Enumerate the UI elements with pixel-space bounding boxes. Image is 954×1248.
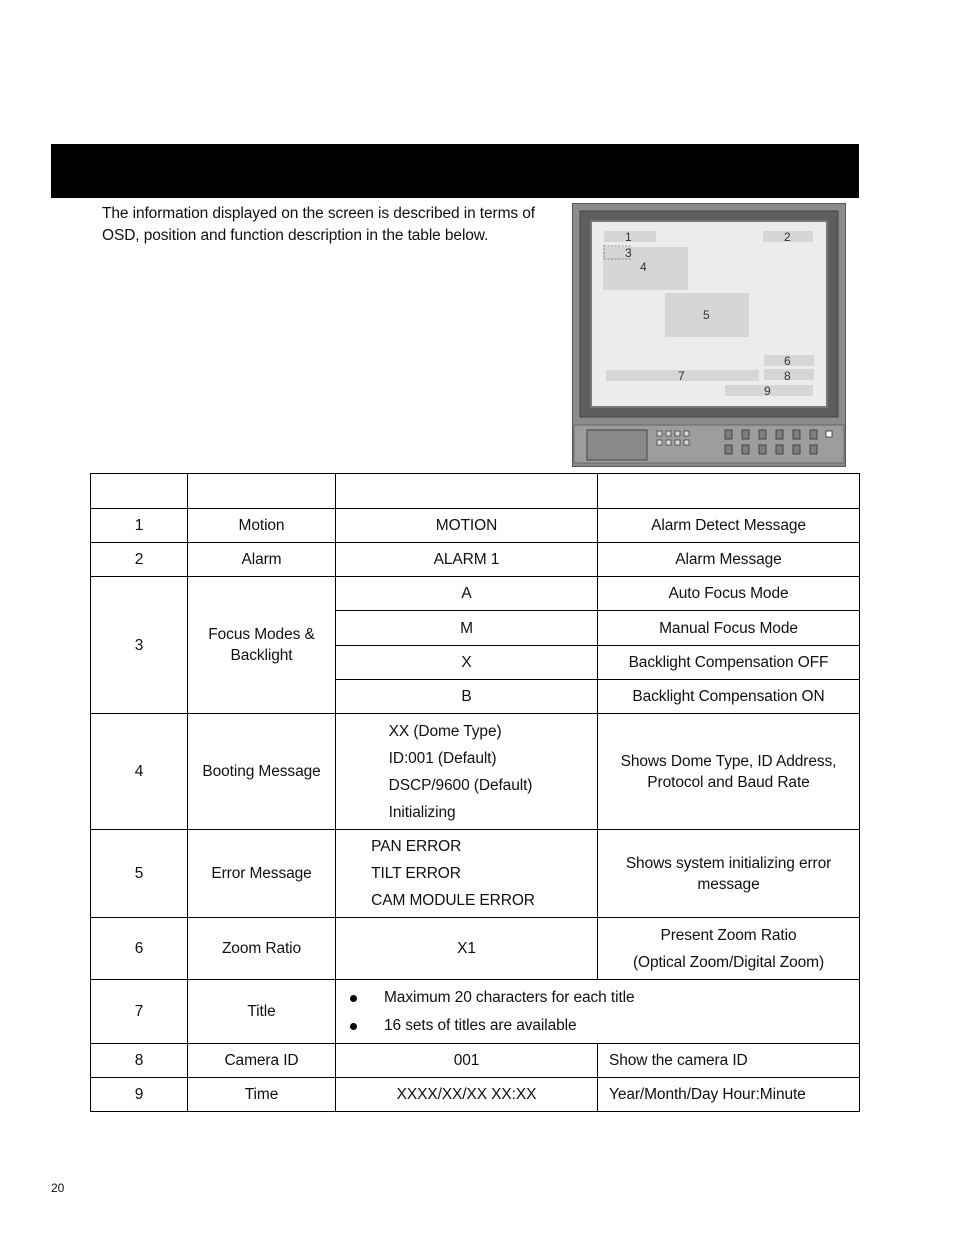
name-cell: Error Message bbox=[188, 830, 336, 918]
table-row bbox=[91, 543, 860, 577]
description-cell: Manual Focus Mode bbox=[598, 611, 860, 646]
description-cell: Shows system initializing error message bbox=[598, 830, 860, 918]
bullet-item: Maximum 20 characters for each title bbox=[344, 984, 859, 1012]
table-row bbox=[91, 509, 860, 543]
osd-line: TILT ERROR bbox=[371, 865, 461, 882]
position-cell: 4 bbox=[91, 714, 188, 830]
monitor-label-4: 4 bbox=[640, 260, 647, 274]
name-cell: Camera ID bbox=[188, 1044, 336, 1078]
monitor-label-8: 8 bbox=[784, 369, 791, 383]
table-row bbox=[91, 714, 860, 830]
bullet-item: 16 sets of titles are available bbox=[344, 1012, 859, 1040]
description-cell: Year/Month/Day Hour:Minute bbox=[598, 1078, 860, 1112]
osd-line: PAN ERROR bbox=[371, 838, 462, 855]
osd-cell: ALARM 1 bbox=[336, 543, 598, 577]
name-cell: Booting Message bbox=[188, 714, 336, 830]
table-row bbox=[91, 1044, 860, 1078]
section-header-bar bbox=[51, 144, 859, 198]
header-cell bbox=[598, 474, 860, 509]
position-cell: 7 bbox=[91, 980, 188, 1044]
osd-cell: X1 bbox=[336, 918, 598, 980]
osd-line: CAM MODULE ERROR bbox=[371, 892, 535, 909]
position-cell: 6 bbox=[91, 918, 188, 980]
table-row bbox=[91, 980, 860, 1044]
position-cell: 9 bbox=[91, 1078, 188, 1112]
name-cell: Title bbox=[188, 980, 336, 1044]
table-row bbox=[91, 830, 860, 918]
osd-cell: M bbox=[336, 611, 598, 646]
osd-info-table bbox=[90, 473, 860, 1112]
position-cell: 8 bbox=[91, 1044, 188, 1078]
osd-cell bbox=[336, 714, 598, 830]
table-row bbox=[91, 1078, 860, 1112]
osd-lines bbox=[389, 718, 533, 826]
osd-line: DSCP/9600 (Default) bbox=[388, 776, 533, 794]
osd-cell: X bbox=[336, 646, 598, 680]
monitor-label-5: 5 bbox=[703, 308, 710, 322]
description-cell: Show the camera ID bbox=[598, 1044, 860, 1078]
name-cell: Focus Modes & Backlight bbox=[188, 577, 336, 714]
monitor-label-3: 3 bbox=[625, 246, 632, 260]
header-cell bbox=[91, 474, 188, 509]
osd-line: Initializing bbox=[388, 803, 456, 821]
osd-line: XX (Dome Type) bbox=[388, 722, 502, 740]
name-cell: Zoom Ratio bbox=[188, 918, 336, 980]
name-cell: Motion bbox=[188, 509, 336, 543]
position-cell: 5 bbox=[91, 830, 188, 918]
monitor-label-1: 1 bbox=[625, 230, 632, 244]
osd-cell: 001 bbox=[336, 1044, 598, 1078]
description-cell: Backlight Compensation OFF bbox=[598, 646, 860, 680]
osd-cell: MOTION bbox=[336, 509, 598, 543]
title-notes-cell bbox=[336, 980, 860, 1044]
header-cell bbox=[188, 474, 336, 509]
bullet-list bbox=[336, 984, 859, 1040]
position-cell: 2 bbox=[91, 543, 188, 577]
intro-paragraph: The information displayed on the screen is described in terms of OSD, position and function description in the table below. bbox=[102, 205, 535, 244]
description-line: (Optical Zoom/Digital Zoom) bbox=[632, 953, 825, 971]
name-cell: Alarm bbox=[188, 543, 336, 577]
position-cell: 1 bbox=[91, 509, 188, 543]
osd-cell: B bbox=[336, 680, 598, 714]
header-cell bbox=[336, 474, 598, 509]
monitor-label-6: 6 bbox=[784, 354, 791, 368]
monitor-label-7: 7 bbox=[678, 369, 685, 383]
page-number: 20 bbox=[51, 1181, 65, 1195]
monitor-label-2: 2 bbox=[784, 230, 791, 244]
description-cell bbox=[598, 918, 860, 980]
position-cell: 3 bbox=[91, 577, 188, 714]
description-cell: Auto Focus Mode bbox=[598, 577, 860, 611]
monitor-osd-diagram bbox=[572, 203, 846, 467]
osd-lines bbox=[371, 833, 535, 914]
osd-cell: XXXX/XX/XX XX:XX bbox=[336, 1078, 598, 1112]
description-cell: Shows Dome Type, ID Address, Protocol and Baud Rate bbox=[598, 714, 860, 830]
osd-cell bbox=[336, 830, 598, 918]
description-line: Present Zoom Ratio bbox=[660, 926, 797, 944]
table-row bbox=[91, 918, 860, 980]
description-cell: Alarm Detect Message bbox=[598, 509, 860, 543]
description-cell: Alarm Message bbox=[598, 543, 860, 577]
name-cell: Time bbox=[188, 1078, 336, 1112]
osd-line: ID:001 (Default) bbox=[388, 749, 497, 767]
monitor-label-9: 9 bbox=[764, 384, 771, 398]
table-row bbox=[91, 577, 860, 611]
description-cell: Backlight Compensation ON bbox=[598, 680, 860, 714]
osd-cell: A bbox=[336, 577, 598, 611]
table-header-row bbox=[91, 474, 860, 509]
